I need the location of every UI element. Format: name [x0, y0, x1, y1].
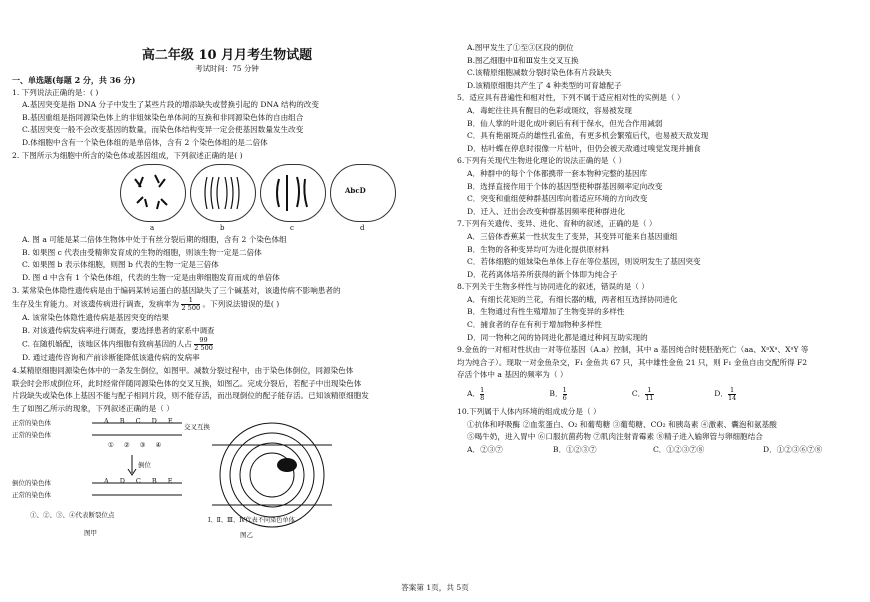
q3-option-d: D. 通过遗传咨询和产前诊断能降低该遗传病的发病率 — [22, 353, 200, 363]
q9-c-frac — [645, 387, 653, 402]
cell-c — [260, 164, 326, 222]
q6-option-c: C．突变和重组使种群基因库向着适应环境的方向改变 — [467, 194, 648, 204]
fig-label-a: a — [150, 224, 155, 233]
gene-c: C — [135, 417, 152, 426]
q6-option-d: D．迁入、迁出会改变种群基因频率使种群进化 — [467, 206, 625, 216]
q1-stem: 1. 下列说法正确的是：( ) — [12, 87, 99, 97]
mark-2: ② — [123, 441, 140, 450]
q3-frac-den: 2 500 — [181, 304, 201, 313]
q7-option-b: B．生物的各种变异均可为进化提供原材料 — [467, 244, 610, 254]
exam-title: 高二年级 10 月月考生物试题 — [141, 48, 313, 63]
q4-line4: 生了如图乙所示的现象，下列叙述正确的是（ ） — [12, 403, 174, 413]
q9-line2: 均为纯合子）。现取一对金鱼杂交，F₁ 金鱼共 67 只，其中雄性金鱼 21 只，则 F₁ 金鱼自由交配所得 F2 — [457, 357, 808, 367]
q9-line1: 9.金鱼的一对相对性状由一对等位基因（A.a）控制，其中 a 基因纯合时使胚胎死亡（aa、XᵃXᵃ、XᵃY 等 — [457, 345, 809, 355]
q10-items-1: ①抗体和呼吸酶 ②血浆蛋白、O₂ 和葡萄糖 ③葡萄糖、CO₂ 和胰岛素 ④激素、囊泡和氨基酸 — [467, 419, 777, 429]
gene-e: E — [167, 417, 184, 426]
q1-option-a: A.基因突变是指 DNA 分子中发生了某些片段的增添缺失或替换引起的 DNA 结构的改变 — [22, 100, 319, 110]
fig-invert-label: 倒位 — [138, 461, 151, 470]
q4-option-d: D.该精原细胞共产生了 4 种类型的可育雄配子 — [467, 80, 622, 90]
inv-gene-3: C — [135, 477, 152, 486]
q4-line1: 4.某精原细胞同源染色体中的一条发生倒位，如图甲。减数分裂过程中，由于染色体倒位，同源染色体 — [12, 365, 354, 375]
q8-option-c: C．捕食者的存在有利于增加物种多样性 — [467, 320, 602, 330]
q9-a-num: 1 — [480, 385, 485, 394]
cell-c-chromosomes — [261, 165, 325, 221]
q3c-frac-den: 2 500 — [194, 344, 213, 353]
cell-d — [330, 164, 396, 222]
mark-4: ④ — [155, 441, 172, 450]
q3-line2 — [12, 297, 442, 312]
q10-option-c: C．①②③⑦⑧ — [653, 444, 705, 454]
q6-stem: 6.下列有关现代生物进化理论的说法正确的是（ ） — [457, 156, 627, 166]
q5-option-b: B．仙人掌的叶退化成叶刺后有利于保水，但光合作用减弱 — [467, 118, 663, 128]
q1-option-d: D.体细胞中含有一个染色体组的是单倍体，含有 2 个染色体组的是二倍体 — [22, 137, 268, 147]
fig-inverted-label: 倒位的染色体 — [12, 479, 51, 488]
cell-a — [120, 164, 186, 222]
q3-option-c-text: C. 在随机婚配，该地区体内细胞有致病基因的人占 — [22, 339, 192, 349]
q8-option-b: B．生物通过有性生殖增加了生物变异的多样性 — [467, 307, 625, 317]
q9-d-letter: D． — [714, 389, 728, 399]
q3-line1: 3. 某常染色体隐性遗传病是由于编码某转运蛋白的基因缺失了三个碱基对，该遗传病不影响患者的 — [12, 285, 341, 295]
q4-option-a: A.图甲发生了①至③区段的倒位 — [467, 43, 574, 52]
q9-d-num: 1 — [728, 387, 736, 395]
cell-b — [190, 164, 256, 222]
q1-option-b: B.基因重组是指同源染色体上的非姐妹染色单体间的互换和非同源染色体的自由组合 — [22, 112, 304, 122]
q5-option-c: C．具有艳丽斑点的雄性孔雀鱼，有更多机会繁殖后代，也易被天敌发现 — [467, 131, 709, 141]
q9-a-den: 8 — [480, 393, 485, 402]
page-footer: 答案第 1页，共 5页 — [401, 583, 469, 592]
q8-stem: 8.下列关于生物多样性与协同进化的叙述，错误的是（ ） — [457, 282, 649, 292]
q7-option-d: D．花药离体培养所获得的新个体即为纯合子 — [467, 269, 618, 279]
fig-cross-label: 交叉互换 — [184, 423, 210, 432]
q9-option-d — [714, 382, 794, 406]
q5-stem: 5．适应具有普遍性和相对性，下列不属于适应相对性的实例是（ ） — [457, 93, 685, 103]
q9-a-letter: A． — [467, 389, 481, 399]
cell-a-chromosomes — [121, 165, 185, 221]
left-column — [12, 0, 442, 543]
q2-stem: 2. 下图所示为细胞中所含的染色体或基因组成，下列叙述正确的是( ) — [12, 150, 243, 160]
fig-normal-label-2: 正常的染色体 — [12, 431, 51, 440]
inv-gene-5: E — [167, 477, 184, 486]
q9-c-letter: C． — [631, 389, 646, 399]
q3-frac-num: 1 — [181, 297, 200, 305]
q3c-frac-num: 99 — [194, 337, 213, 345]
q9-d-den: 14 — [727, 393, 737, 402]
q10-option-d: D．①②③⑥⑦⑧ — [763, 444, 823, 454]
q2-option-c: C. 如果图 b 表示体细胞，则图 b 代表的生物一定是三倍体 — [22, 260, 219, 270]
inv-gene-4: B — [151, 477, 168, 486]
fig-label-d: d — [360, 224, 365, 233]
q3-fraction — [181, 297, 200, 312]
q4-line3: 片段缺失或染色体上基因不能与配子相同片段，则不能存活，而出现倒位的配子能存活。已知该精原细胞发 — [12, 391, 369, 401]
right-column — [457, 0, 865, 456]
q4-line2: 联会时会形成倒位环，此时经常伴随同源染色体的交叉互换，如图乙。完成分裂后，若配子中出现染色体 — [12, 378, 362, 388]
q3-option-a: A. 该常染色体隐性遗传病是基因突变的结果 — [22, 313, 169, 323]
q5-option-a: A．毒蛇往往具有醒目的色彩或斑纹，容易被发现 — [467, 105, 632, 115]
q9-option-b — [549, 382, 629, 406]
q2-option-d: D. 图 d 中含有 1 个染色体组，代表的生物一定是由卵细胞发育而成的单倍体 — [22, 272, 280, 282]
q1-option-c: C.基因突变一般不会改变基因的数量，而染色体结构变异一定会使基因数量发生改变 — [22, 125, 304, 135]
fig-genes-top — [104, 415, 184, 428]
fig-yi-title: 图乙 — [240, 531, 253, 540]
q9-c-den: 11 — [645, 393, 654, 402]
q2-option-a: A. 图 a 可能是某二倍体生物体中处于有丝分裂后期的细胞，含有 2 个染色体组 — [22, 235, 287, 245]
q10-options — [457, 444, 865, 457]
q10-option-a: A．②③⑦ — [467, 444, 503, 454]
q9-b-frac — [563, 387, 567, 402]
q4-option-b: B.图乙细胞中Ⅱ和Ⅲ发生交叉互换 — [467, 55, 579, 65]
q9-b-num: 1 — [562, 385, 567, 394]
gene-d: D — [151, 417, 168, 426]
fig-jia-title: 图甲 — [84, 529, 97, 538]
q3-option-c-fraction — [194, 337, 213, 352]
mark-3: ③ — [139, 441, 156, 450]
exam-subtitle: 考试时间：75 分钟 — [195, 64, 259, 73]
q4-option-c: C.该精原细胞减数分裂时染色体有片段缺失 — [467, 68, 612, 78]
q9-a-frac — [480, 387, 484, 402]
q8-option-d: D．同一物种之间的协同进化都是通过种间互助实现的 — [467, 332, 648, 342]
q9-option-c — [632, 382, 712, 406]
q9-b-letter: B． — [549, 389, 563, 399]
q3-line2-text: 生存及生育能力。对该遗传病进行调查，发病率为 — [12, 299, 180, 309]
q9-line3: 存活个体中 a 基因的频率为（ ） — [457, 370, 568, 380]
q2-figure — [12, 162, 442, 234]
q7-stem: 7.下列有关遗传、变异、进化、育种的叙述，正确的是（ ） — [457, 219, 657, 229]
section-heading: 一、单选题(每题 2 分，共 36 分) — [12, 75, 136, 85]
q7-option-c: C．若体细胞的姐妹染色单体上存在等位基因，则说明发生了基因突变 — [467, 257, 701, 267]
q8-option-a: A．有细长花矩的兰花，有细长器的蛾，两者相互选择协同进化 — [467, 294, 678, 304]
q10-option-b: B．①②③⑦ — [553, 444, 597, 454]
fig-yi-caption: Ⅰ、Ⅱ、Ⅲ、Ⅳ代表不同染色单体 — [208, 517, 295, 525]
fig-normal-label-3: 正常的染色体 — [12, 491, 51, 500]
fig-break-marks — [108, 439, 171, 452]
fig-genes-inverted — [104, 475, 183, 488]
q2-option-b: B. 如果图 c 代表由受精卵发育成的生物的细胞，则该生物一定是二倍体 — [22, 247, 262, 257]
q10-stem: 10.下列属于人体内环境的组成成分是（ ） — [457, 407, 601, 417]
q9-c-num: 1 — [645, 387, 653, 395]
q9-b-den: 6 — [562, 393, 567, 402]
fig-label-b: b — [220, 224, 225, 233]
q3-line2-tail: 。下列说法错误的是( ) — [202, 299, 280, 309]
gene-a: A — [104, 417, 120, 426]
fig-label-c: c — [290, 224, 294, 233]
q4-figures — [12, 415, 442, 543]
inv-gene-1: A — [104, 477, 120, 486]
cell-b-chromosomes — [191, 165, 255, 221]
q7-option-a: A．三倍体香蕉某一性状发生了变异，其变异可能来自基因重组 — [467, 231, 678, 241]
q6-option-b: B．选择直接作用于个体的基因型使种群基因频率定向改变 — [467, 181, 663, 191]
fig-jia-caption: ①、②、③、④代表断裂位点 — [30, 511, 115, 520]
q10-items-2: ⑤喝牛奶，进入胃中 ⑥口服抗菌药物 ⑦肌肉注射青霉素 ⑧精子进入输卵管与卵细胞结合 — [467, 432, 763, 442]
q9-d-frac — [728, 387, 736, 402]
q6-option-a: A．种群中的每个个体都携带一套本物种完整的基因库 — [467, 168, 648, 178]
q9-options — [457, 382, 865, 406]
fig-normal-label: 正常的染色体 — [12, 419, 51, 428]
q3-option-c — [12, 337, 442, 352]
cell-d-genes: AbcD — [345, 186, 366, 196]
q9-option-a — [457, 382, 547, 406]
q5-option-d: D．枯叶蝶在停息时很像一片枯叶，但仍会被天敌通过嗅觉发现并捕食 — [467, 143, 701, 153]
gene-b: B — [119, 417, 136, 426]
q3-option-b: B. 对该遗传病发病率进行调查，要选择患者的家系中调查 — [22, 325, 215, 335]
inv-gene-2: D — [119, 477, 136, 486]
mark-1: ① — [108, 441, 124, 450]
